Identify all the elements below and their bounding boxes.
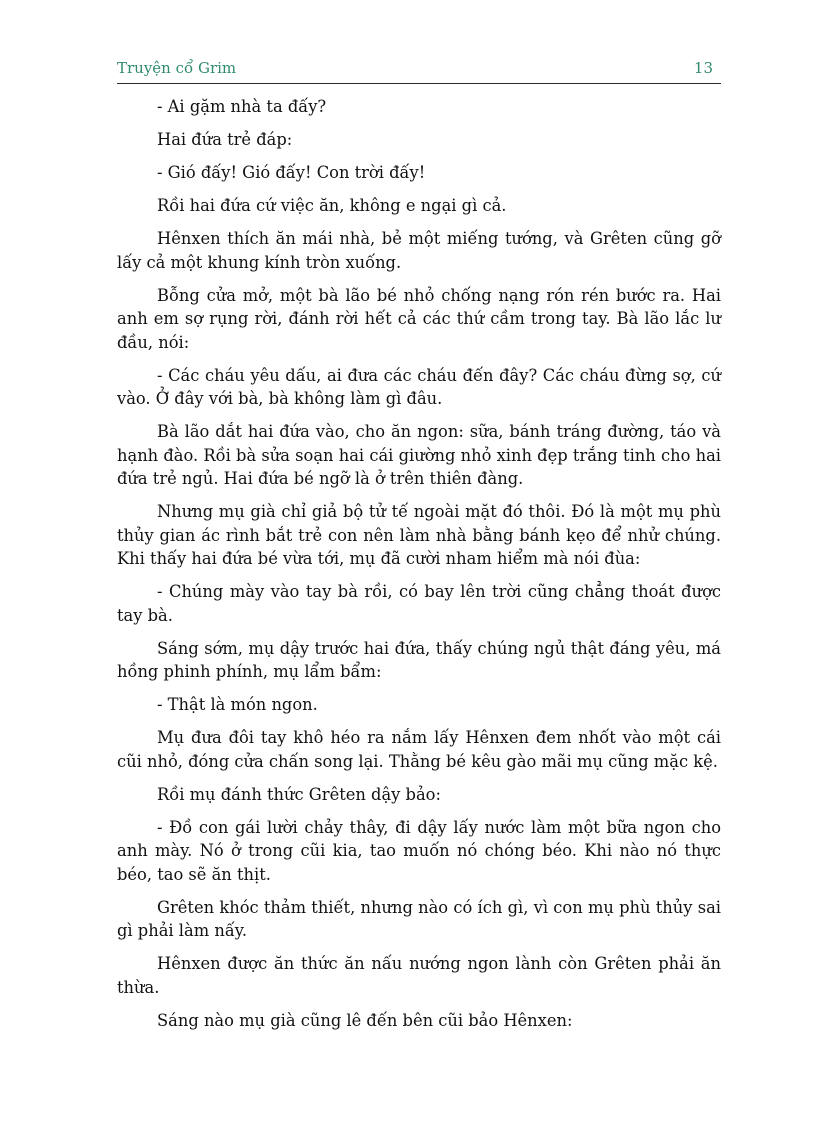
paragraph: Sáng sớm, mụ dậy trước hai đứa, thấy chúng ngủ thật đáng yêu, má hồng phinh phính, mụ lẩm bẩm: <box>117 638 721 681</box>
book-title: Truyện cổ Grim <box>117 59 237 77</box>
running-header <box>117 57 721 84</box>
paragraph: - Thật là món ngon. <box>157 695 318 714</box>
paragraph: Bỗng cửa mở, một bà lão bé nhỏ chống nạng rón rén bước ra. Hai anh em sợ rụng rời, đánh rời hết cả các thứ cầm trong tay. Bà lão lắc lư đầu, nói: <box>117 285 721 352</box>
page-body <box>117 95 721 1042</box>
paragraph: Hai đứa trẻ đáp: <box>157 130 293 149</box>
paragraph: Grêten khóc thảm thiết, nhưng nào có ích gì, vì con mụ phù thủy sai gì phải làm nấy. <box>117 897 721 940</box>
paragraph: Rồi mụ đánh thức Grêten dậy bảo: <box>157 784 441 804</box>
paragraph: - Chúng mày vào tay bà rồi, có bay lên trời cũng chẳng thoát được tay bà. <box>117 582 721 625</box>
paragraph: Sáng nào mụ già cũng lê đến bên cũi bảo Hênxen: <box>157 1010 573 1030</box>
paragraph: Hênxen được ăn thức ăn nấu nướng ngon lành còn Grêten phải ăn thừa. <box>117 954 721 997</box>
paragraph: Rồi hai đứa cứ việc ăn, không e ngại gì cả. <box>157 196 507 215</box>
paragraph: - Ai gặm nhà ta đấy? <box>157 97 327 116</box>
paragraph: Mụ đưa đôi tay khô héo ra nắm lấy Hênxen đem nhốt vào một cái cũi nhỏ, đóng cửa chấn song lại. Thằng bé kêu gào mãi mụ cũng mặc kệ. <box>117 728 721 771</box>
paragraph: - Đồ con gái lười chảy thây, đi dậy lấy nước làm một bữa ngon cho anh mày. Nó ở trong cũi kia, tao muốn nó chóng béo. Khi nào nó thực béo, tao sẽ ăn thịt. <box>117 817 721 884</box>
paragraph: Hênxen thích ăn mái nhà, bẻ một miếng tướng, và Grêten cũng gỡ lấy cả một khung kính tròn xuống. <box>117 229 721 272</box>
page-number: 13 <box>693 59 713 77</box>
paragraph: Nhưng mụ già chỉ giả bộ tử tế ngoài mặt đó thôi. Đó là một mụ phù thủy gian ác rình bắt trẻ con nên làm nhà bằng bánh kẹo để nhử chúng. Khi thấy hai đứa bé vừa tới, mụ đã cười nham hiểm mà nói đùa: <box>117 502 721 568</box>
paragraph: - Gió đấy! Gió đấy! Con trời đấy! <box>157 163 426 182</box>
paragraph: Bà lão dắt hai đứa vào, cho ăn ngon: sữa, bánh tráng đường, táo và hạnh đào. Rồi bà sửa soạn hai cái giường nhỏ xinh đẹp trắng tinh cho hai đứa trẻ ngủ. Hai đứa bé ngỡ là ở trên thiên đàng. <box>117 422 721 488</box>
paragraph: - Các cháu yêu dấu, ai đưa các cháu đến đây? Các cháu đừng sợ, cứ vào. Ở đây với bà, bà không làm gì đâu. <box>117 365 721 408</box>
